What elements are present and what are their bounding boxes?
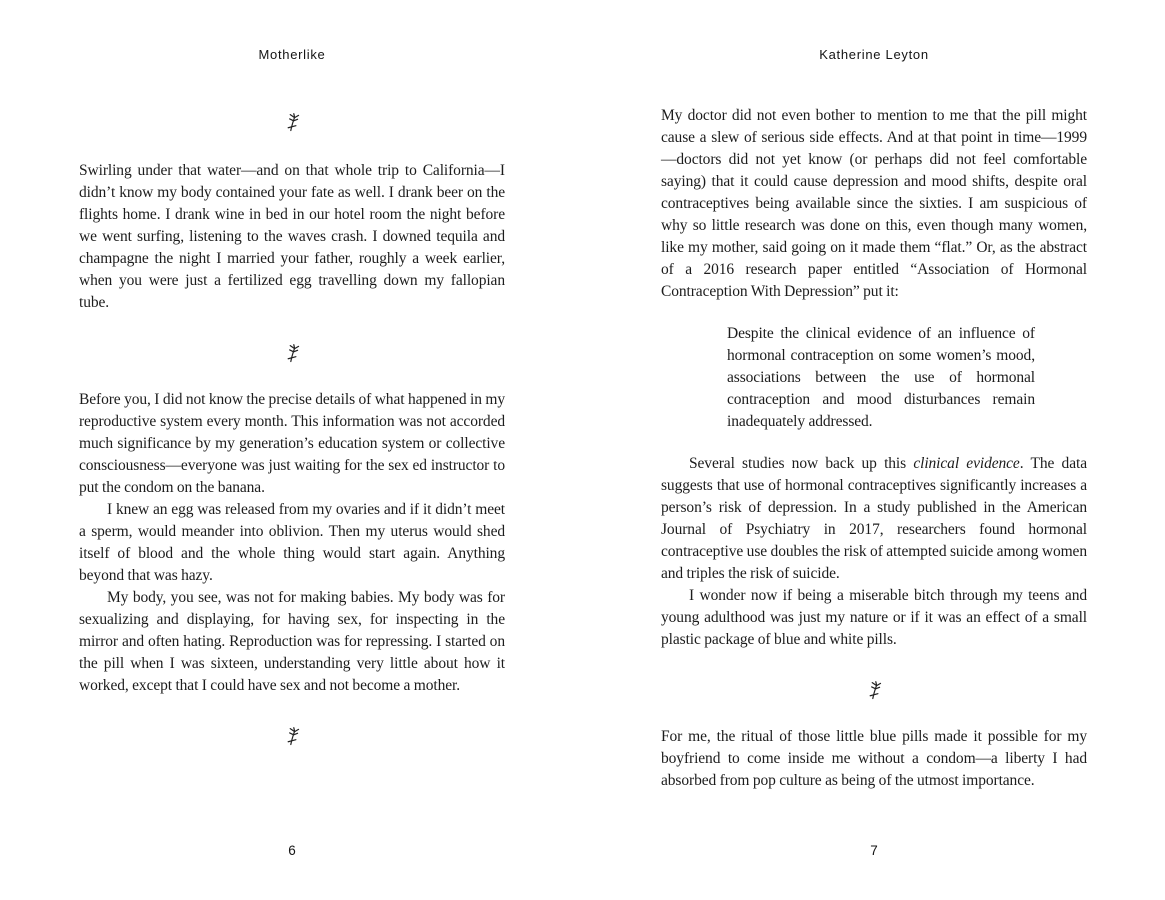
page-left [79, 0, 505, 900]
block-quote-abstract: Despite the clinical evidence of an influence of hormonal contraception on some women’s mood, associations between the use of hormonal contraception and mood disturbances remain inadequately addressed. [727, 325, 1035, 430]
body-paragraph: I knew an egg was released from my ovaries and if it didn’t meet a sperm, would meander into oblivion. Then my uterus would shed itself of blood and the whole thing would start again. Anything beyond that was hazy. [79, 501, 505, 584]
section-break-fleuron-icon [79, 344, 505, 363]
running-head-book-title: Motherlike [258, 47, 326, 62]
body-paragraph: Swirling under that water—and on that whole trip to California—I didn’t know my body contained your fate as well. I drank beer on the flights home. I drank wine in bed in our hotel room the night before we went surfing, listening to the waves crash. I downed tequila and champagne the night I married your father, roughly a week earlier, when you were just a fertilized egg travelling down my fallopian tube. [79, 162, 505, 311]
body-paragraph [661, 453, 1087, 585]
paragraph-text: Several studies now back up this [689, 455, 914, 472]
body-paragraph: Before you, I did not know the precise details of what happened in my reproductive system every month. This information was not accorded much significance by my generation’s education system or collective consciousness—everyone was just waiting for the sex ed instructor to put the condom on the banana. [79, 391, 505, 496]
body-paragraph: My doctor did not even bother to mention to me that the pill might cause a slew of serious side effects. And at that point in time—1999—doctors did not yet know (or perhaps did not feel comfortable saying) that it could cause depression and mood shifts, despite oral contraceptives being available since the sixties. I am suspicious of why so little research was done on this, even though many women, like my mother, said going on it made them “flat.” Or, as the abstract of a 2016 research paper entitled “Association of Hormonal Contraception With Depression” put it: [661, 107, 1087, 300]
section-break-fleuron-icon [79, 113, 505, 132]
page-number-right: 7 [870, 843, 878, 858]
section-break-fleuron-icon [79, 727, 505, 746]
body-paragraph: For me, the ritual of those little blue pills made it possible for my boyfriend to come inside me without a condom—a liberty I had absorbed from pop culture as being of the utmost importance. [661, 728, 1087, 789]
page-right [661, 0, 1087, 900]
body-paragraph: My body, you see, was not for making babies. My body was for sexualizing and displaying, for having sex, for inspecting in the mirror and often hating. Reproduction was for repressing. I started on the pill when I was sixteen, understanding very little about how it worked, except that I could have sex and not become a mother. [79, 589, 505, 694]
body-paragraph: I wonder now if being a miserable bitch through my teens and young adulthood was just my nature or if it was an effect of a small plastic package of blue and white pills. [661, 587, 1087, 648]
paragraph-text: . The data suggests that use of hormonal contraceptives significantly increases a person’s risk of depression. In a study published in the American Journal of Psychiatry in 2017, researchers found hormonal contraceptive use doubles the risk of attempted suicide among women and triples the risk of suicide. [661, 455, 1087, 582]
page-number-left: 6 [288, 843, 296, 858]
italic-phrase: clinical evidence [913, 455, 1020, 472]
running-head-author-name: Katherine Leyton [819, 47, 929, 62]
section-break-fleuron-icon [661, 681, 1087, 700]
